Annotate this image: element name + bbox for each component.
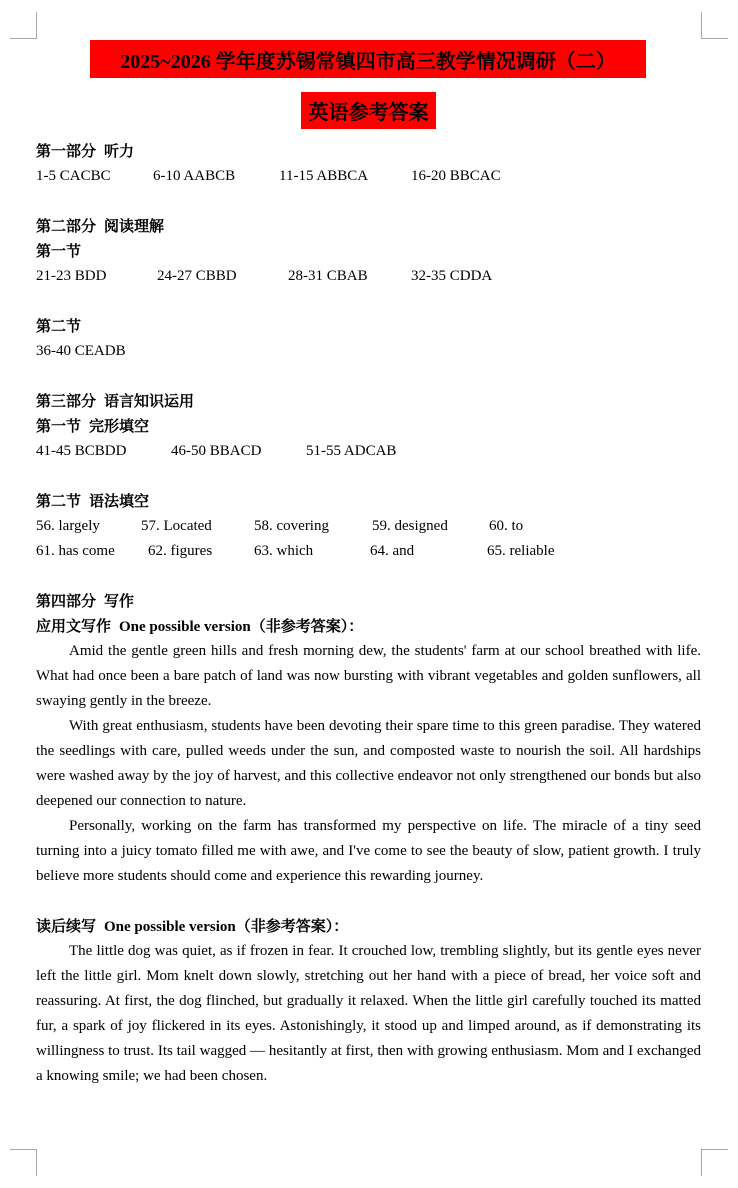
task2-heading: 读后续写 One possible version（非参考答案）：	[36, 917, 349, 935]
corner-mark-bottom-right	[701, 1149, 728, 1176]
answer-group: 11-15 ABBCA	[279, 168, 369, 184]
document-subtitle: 英语参考答案	[301, 92, 436, 129]
document-title: 2025~2026 学年度苏锡常镇四市高三教学情况调研（二）	[90, 40, 646, 78]
answer-group: 28-31 CBAB	[288, 268, 368, 284]
answer-group: 24-27 CBBD	[157, 268, 237, 284]
task2-paragraph: The little dog was quiet, as if frozen in fear. It crouched low, trembling slightly, but its gentle eyes never left the little girl. Mom knelt down slowly, stretching out her hand with a piece of bread, her voice soft and reassuring. At first, the dog flinched, but gradually it relaxed. When the little girl carefully touched its matted fur, a spark of joy flickered in its eyes. Astonishingly, it stood up and limped around, as if demonstrating its willingness to trust. Its tail wagged — hesitantly at first, then with growing enthusiasm. Mom and I exchanged a knowing smile; we had been chosen.	[36, 943, 701, 1084]
task1-paragraph: With great enthusiasm, students have been devoting their spare time to this green paradise. They watered the seedlings with care, pulled weeds under the sun, and composted waste to nourish the soil. All hardships were washed away by the joy of harvest, and this collective endeavor not only strengthened our bonds but also deepened our connection to nature.	[36, 718, 701, 809]
part1-answers-row	[36, 164, 701, 189]
part3-section1-heading: 第一节 完形填空	[36, 417, 150, 435]
grammar-answer: 57. Located	[141, 518, 212, 534]
answer-group: 41-45 BCBDD	[36, 443, 127, 459]
part2-section1-answers-row	[36, 264, 701, 289]
part4-heading: 第四部分 写作	[36, 592, 135, 610]
answer-key-body	[36, 139, 701, 1089]
grammar-answer: 56. largely	[36, 518, 100, 534]
part2-section2-heading: 第二节	[36, 317, 82, 335]
part1-heading: 第一部分 听力	[36, 142, 135, 160]
corner-mark-top-right	[701, 12, 728, 39]
part2-section2-answers-row	[36, 339, 701, 364]
answer-group: 1-5 CACBC	[36, 168, 111, 184]
answer-group: 32-35 CDDA	[411, 268, 493, 284]
answer-group: 51-55 ADCAB	[306, 443, 397, 459]
answer-group: 6-10 AABCB	[153, 168, 236, 184]
answer-group: 36-40 CEADB	[36, 343, 126, 359]
part2-section1-heading: 第一节	[36, 242, 82, 260]
grammar-answers-row-1	[36, 514, 701, 539]
grammar-answer: 64. and	[370, 543, 415, 559]
task1-paragraph: Amid the gentle green hills and fresh morning dew, the students' farm at our school breathed with life. What had once been a bare patch of land was now bursting with vibrant vegetables and golden sunflowers, all swaying gently in the breeze.	[36, 643, 701, 709]
grammar-answer: 60. to	[489, 518, 524, 534]
part3-section1-answers-row	[36, 439, 701, 464]
corner-mark-top-left	[10, 12, 37, 39]
corner-mark-bottom-left	[10, 1149, 37, 1176]
part2-heading: 第二部分 阅读理解	[36, 217, 165, 235]
task1-paragraph: Personally, working on the farm has transformed my perspective on life. The miracle of a tiny seed turning into a juicy tomato filled me with awe, and I've come to see the beauty of slow, patient growth. I truly believe more students should come and experience this rewarding journey.	[36, 818, 701, 884]
grammar-answer: 58. covering	[254, 518, 329, 534]
answer-group: 16-20 BBCAC	[411, 168, 501, 184]
grammar-answer: 59. designed	[372, 518, 448, 534]
grammar-answer: 63. which	[254, 543, 314, 559]
grammar-answers-row-2	[36, 539, 701, 564]
grammar-answer: 62. figures	[148, 543, 213, 559]
part3-section2-heading: 第二节 语法填空	[36, 492, 150, 510]
grammar-answer: 61. has come	[36, 543, 115, 559]
part3-heading: 第三部分 语言知识运用	[36, 392, 195, 410]
answer-group: 21-23 BDD	[36, 268, 107, 284]
answer-group: 46-50 BBACD	[171, 443, 262, 459]
grammar-answer: 65. reliable	[487, 543, 555, 559]
task1-heading: 应用文写作 One possible version（非参考答案）：	[36, 617, 364, 635]
